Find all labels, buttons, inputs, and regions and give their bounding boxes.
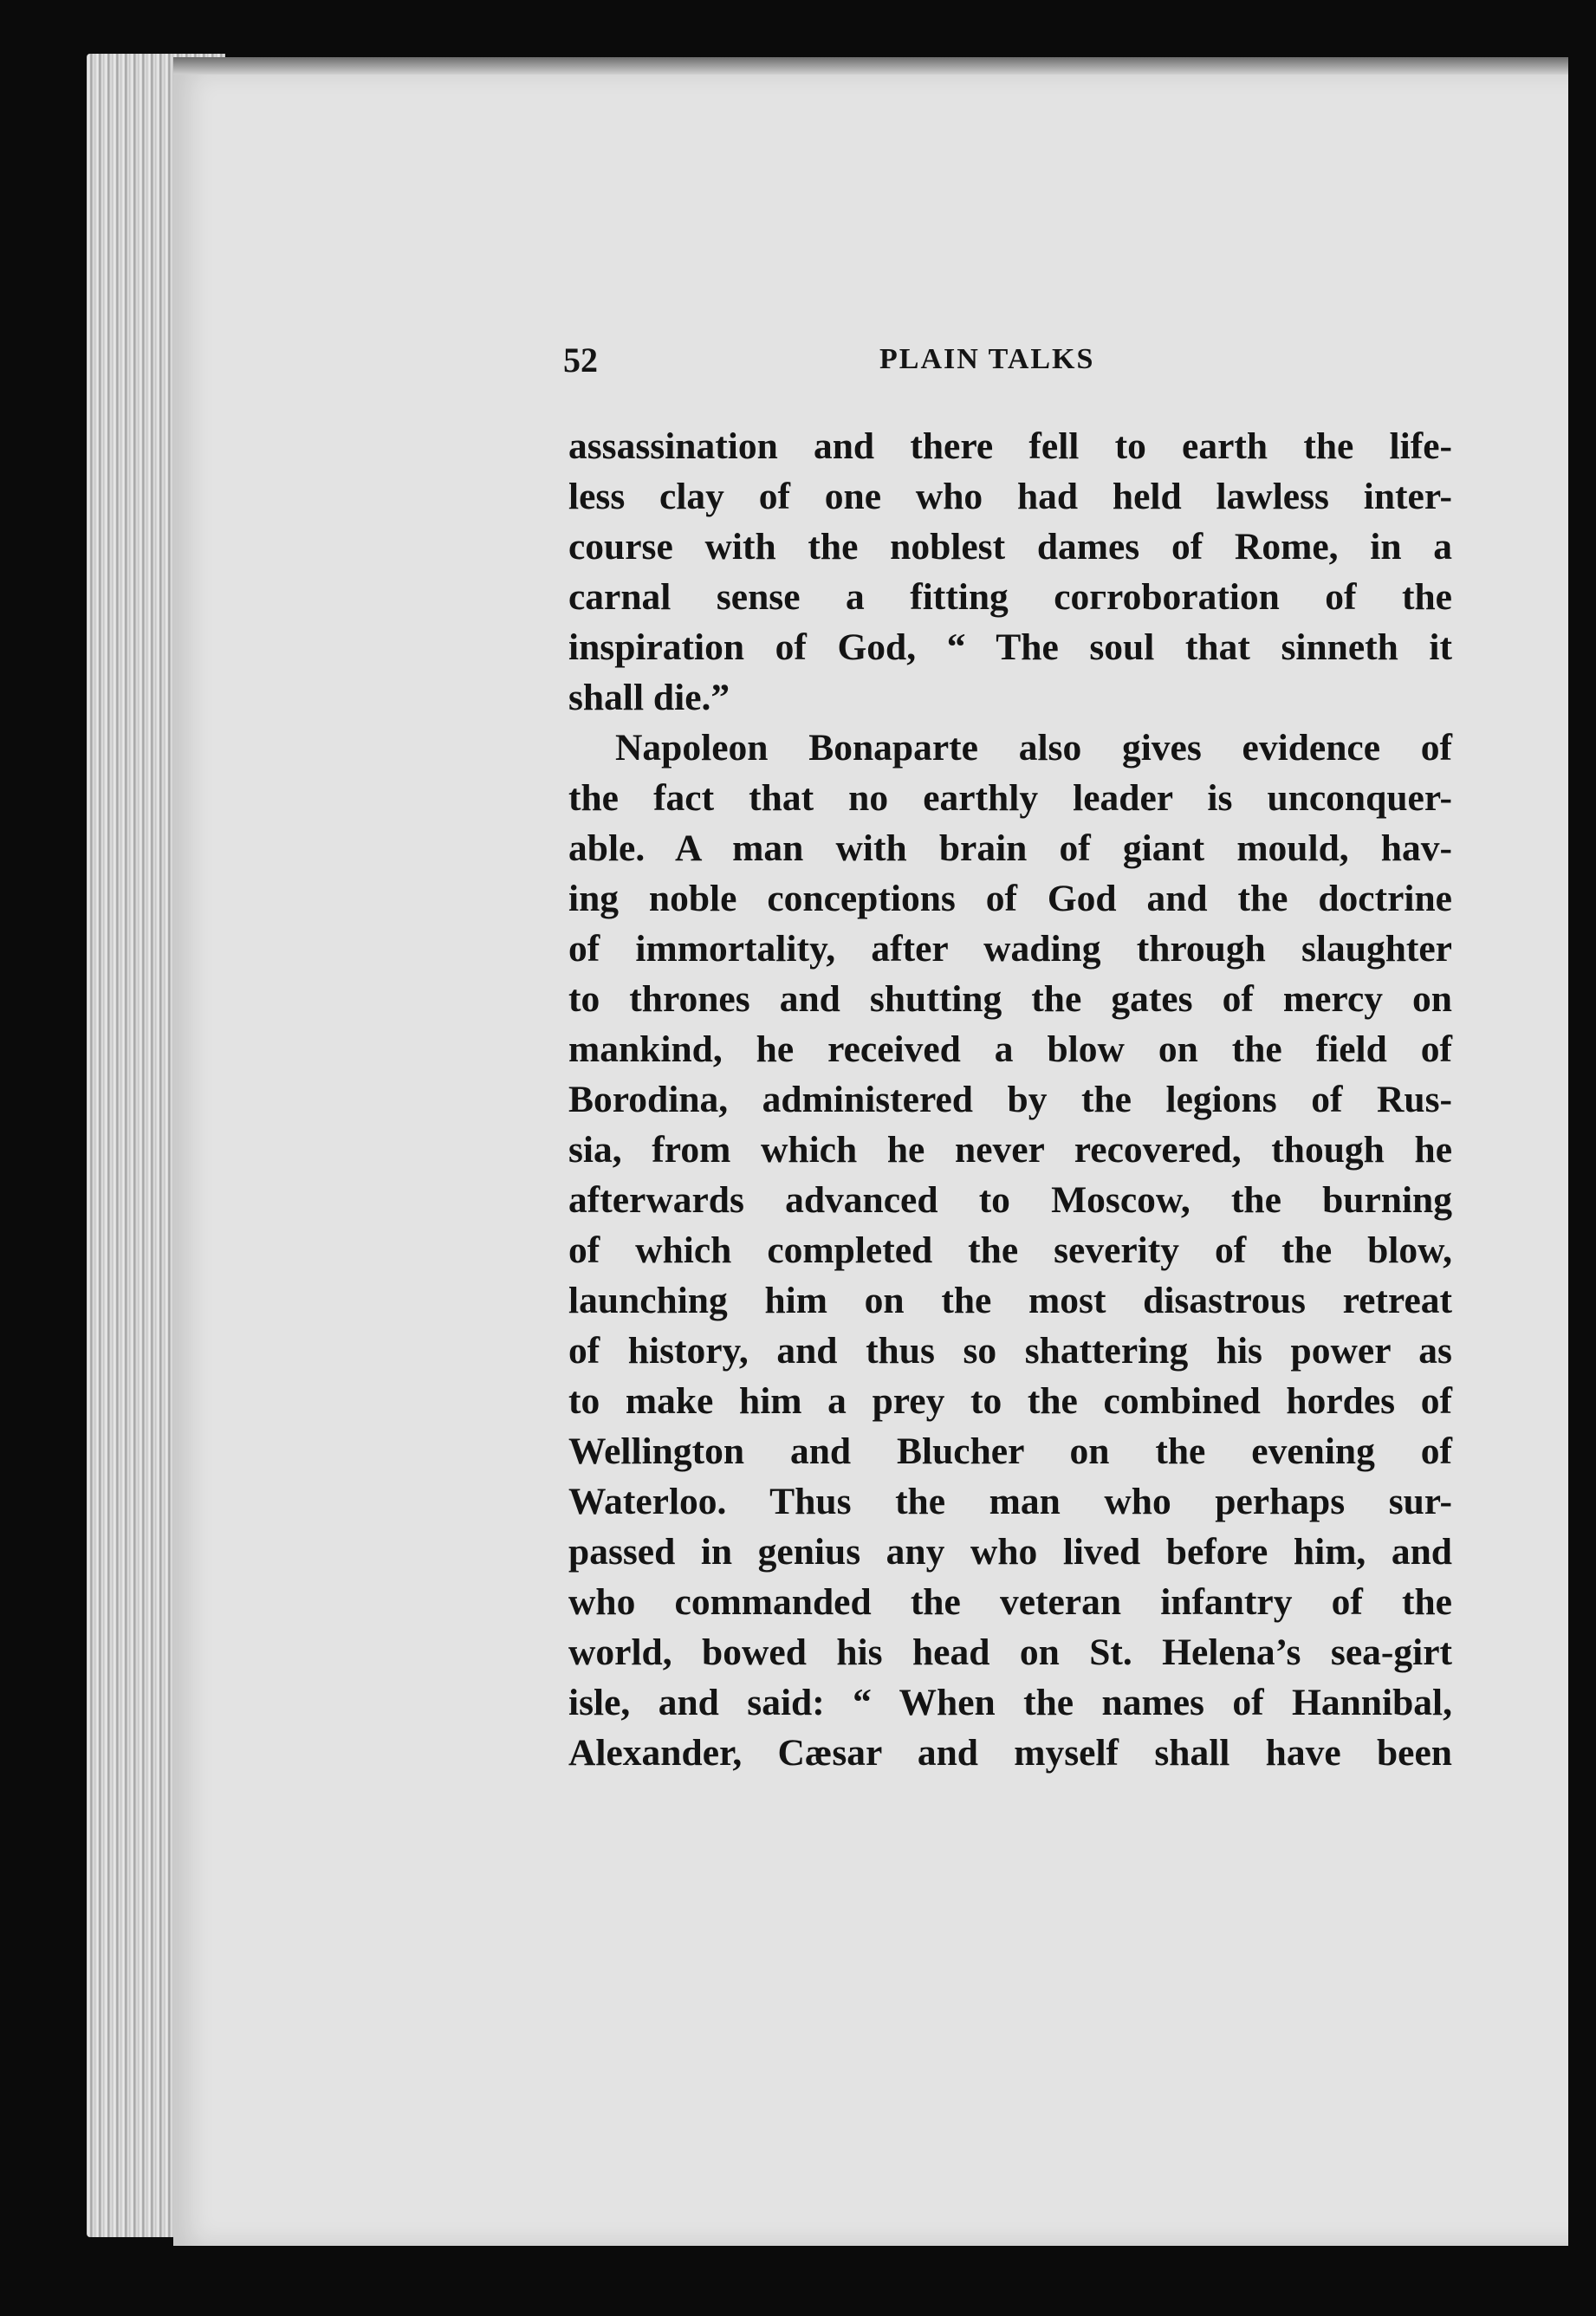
text-line: carnal sense a fitting coгroboration of the	[568, 576, 1452, 618]
text-line: who commanded the veteran infantry of the	[568, 1581, 1452, 1623]
text-line: of immortality, after wading through slaughter	[568, 928, 1452, 970]
text-line: inspiration of God, “ The soul that sinneth it	[568, 626, 1452, 668]
text-line: Borodina, administered by the legions of Rus-	[568, 1079, 1452, 1120]
page-number: 52	[563, 341, 598, 380]
text-line: of history, and thus so shattering his power as	[568, 1330, 1452, 1372]
text-line: assassination and there fell to earth the life-	[568, 425, 1452, 467]
text-line: isle, and said: “ When the names of Hannibal,	[568, 1682, 1452, 1723]
text-line: mankind, he received a blow on the field of	[568, 1028, 1452, 1070]
scan-right-margin	[1568, 52, 1596, 2270]
text-line: to make him a prey to the combined hordes of	[568, 1380, 1452, 1422]
text-line: Napoleon Bonaparte also gives evidence of	[615, 727, 1452, 769]
text-line: afterwards advanced to Moscow, the burning	[568, 1179, 1452, 1221]
text-line: launching him on the most disastrous retreat	[568, 1280, 1452, 1321]
text-line: course with the noblest dames of Rome, in a	[568, 526, 1452, 568]
text-line: the fact that no earthly leader is unconquer-	[568, 777, 1452, 819]
text-line: passed in genius any who lived before him, and	[568, 1531, 1452, 1573]
text-line: able. A man with brain of giant mould, hav-	[568, 827, 1452, 869]
text-line: world, bowed his head on St. Helena’s sea-girt	[568, 1632, 1452, 1673]
text-line: sia, from which he never recovered, though he	[568, 1129, 1452, 1171]
running-head-title: PLAIN TALKS	[879, 343, 1095, 375]
page-top-edge	[173, 57, 1586, 75]
text-line: Alexander, Cæsar and myself shall have been	[568, 1732, 1452, 1774]
text-line: ing noble conceptions of God and the doctrine	[568, 878, 1452, 919]
text-line: Waterloo. Thus the man who perhaps sur-	[568, 1481, 1452, 1522]
body-text	[568, 421, 1452, 1778]
running-head	[563, 340, 1451, 383]
text-line: to thrones and shutting the gates of mercy on	[568, 978, 1452, 1020]
text-line: less clay of one who had held lawless inter-	[568, 476, 1452, 517]
text-line: shall die.”	[568, 677, 730, 718]
text-line: of which completed the severity of the blow,	[568, 1229, 1452, 1271]
text-line: Wellington and Blucher on the evening of	[568, 1430, 1452, 1472]
